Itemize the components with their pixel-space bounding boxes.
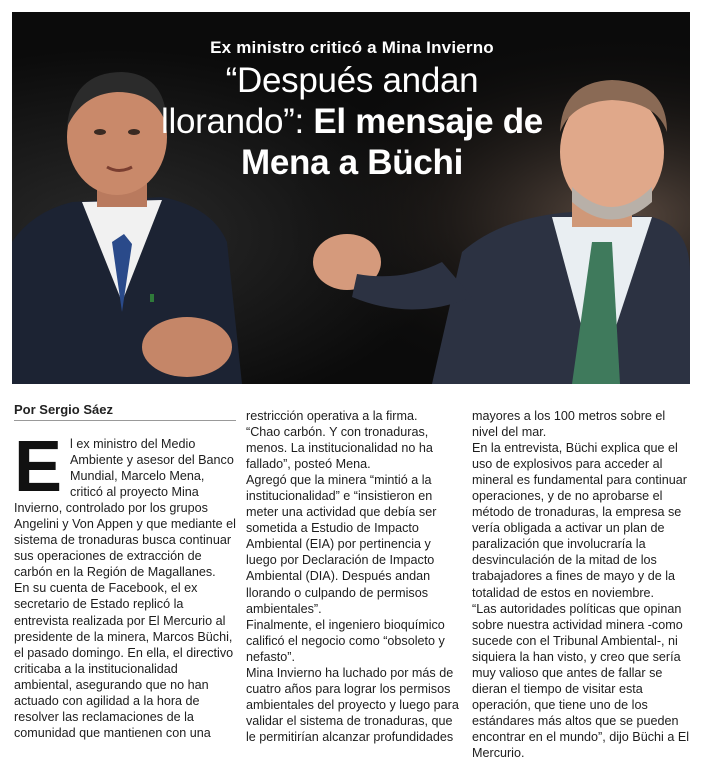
paragraph: Agregó que la minera “mintió a la institucionalidad” e “insistieron en meter una actividad que debía ser sometida a Estudio de Impacto Ambiental (EIA) por pertinencia y luego por Declaración de Impacto Ambiental (DIA). Después andan llorando o culpando de permisos ambientales”.	[246, 473, 437, 616]
paragraph: En la entrevista, Büchi explica que el uso de explosivos para acceder al mineral es fundamental para continuar operaciones, y de no aprobarse el método de tronaduras, la empresa se vería obligada a activar un plan de paralización que involucraría la desvinculación de la mitad de los trabajadores a fines de mayo y de la totalidad de estos en noviembre.	[472, 441, 687, 600]
paragraph: restricción operativa a la firma.	[246, 409, 418, 423]
lead-text: l ex ministro del Medio Ambiente y asesor del Banco Mundial, Marcelo Mena, criticó al proyecto Mina Invierno, controlado por los grupos Angelini y Von Appen y que mediante el sistema de tronaduras busca continuar sus operaciones de extracción de carbón en la Región de Magallanes.	[14, 437, 236, 580]
lead-paragraph	[14, 427, 236, 580]
kicker: Ex ministro criticó a Mina Invierno	[210, 38, 494, 57]
headline-bold: El mensaje de Mena a Büchi	[240, 102, 543, 182]
byline-divider	[14, 420, 236, 421]
paragraph: “Chao carbón. Y con tronaduras, menos. La institucionalidad no ha fallado”, posteó Mena.	[246, 425, 433, 472]
paragraph: Mina Invierno ha luchado por más de cuatro años para lograr los permisos ambientales del proyecto y luego para validar el sistema de tronaduras, que le permitirían alcanzar profundidades	[246, 665, 459, 744]
headline-quote: “Después andan llorando”:	[161, 61, 479, 141]
column-1	[14, 427, 236, 741]
headline	[152, 60, 552, 183]
paragraph: En su cuenta de Facebook, el ex secretario de Estado replicó la entrevista realizada por El Mercurio al presidente de la minera, Marcos Büchi, el pasado domingo. En ella, el directivo criticaba a la institucionalidad ambiental, asegurando que no han actuado con agilidad a la hora de resolver las reclamaciones de la comunidad que mantienen con una	[14, 581, 234, 740]
drop-cap: E	[14, 427, 63, 507]
column-3	[472, 408, 690, 761]
column-2	[246, 408, 460, 745]
byline: Por Sergio Sáez	[14, 402, 113, 417]
hero-photo	[12, 12, 690, 384]
paragraph: mayores a los 100 metros sobre el nivel del mar.	[472, 409, 666, 440]
paragraph: “Las autoridades políticas que opinan sobre nuestra actividad minera -como sucede con el Tribunal Ambiental-, ni siquiera la han visto, y creo que sería muy valioso que antes de fallar se dieran el tiempo de visitar esta operación, que tiene uno de los estándares más altos que se pueden encontrar en el mundo”, dijo Büchi a El Mercurio.	[472, 601, 690, 760]
paragraph: Finalmente, el ingeniero bioquímico calificó el negocio como “obsoleto y nefasto”.	[246, 617, 445, 664]
